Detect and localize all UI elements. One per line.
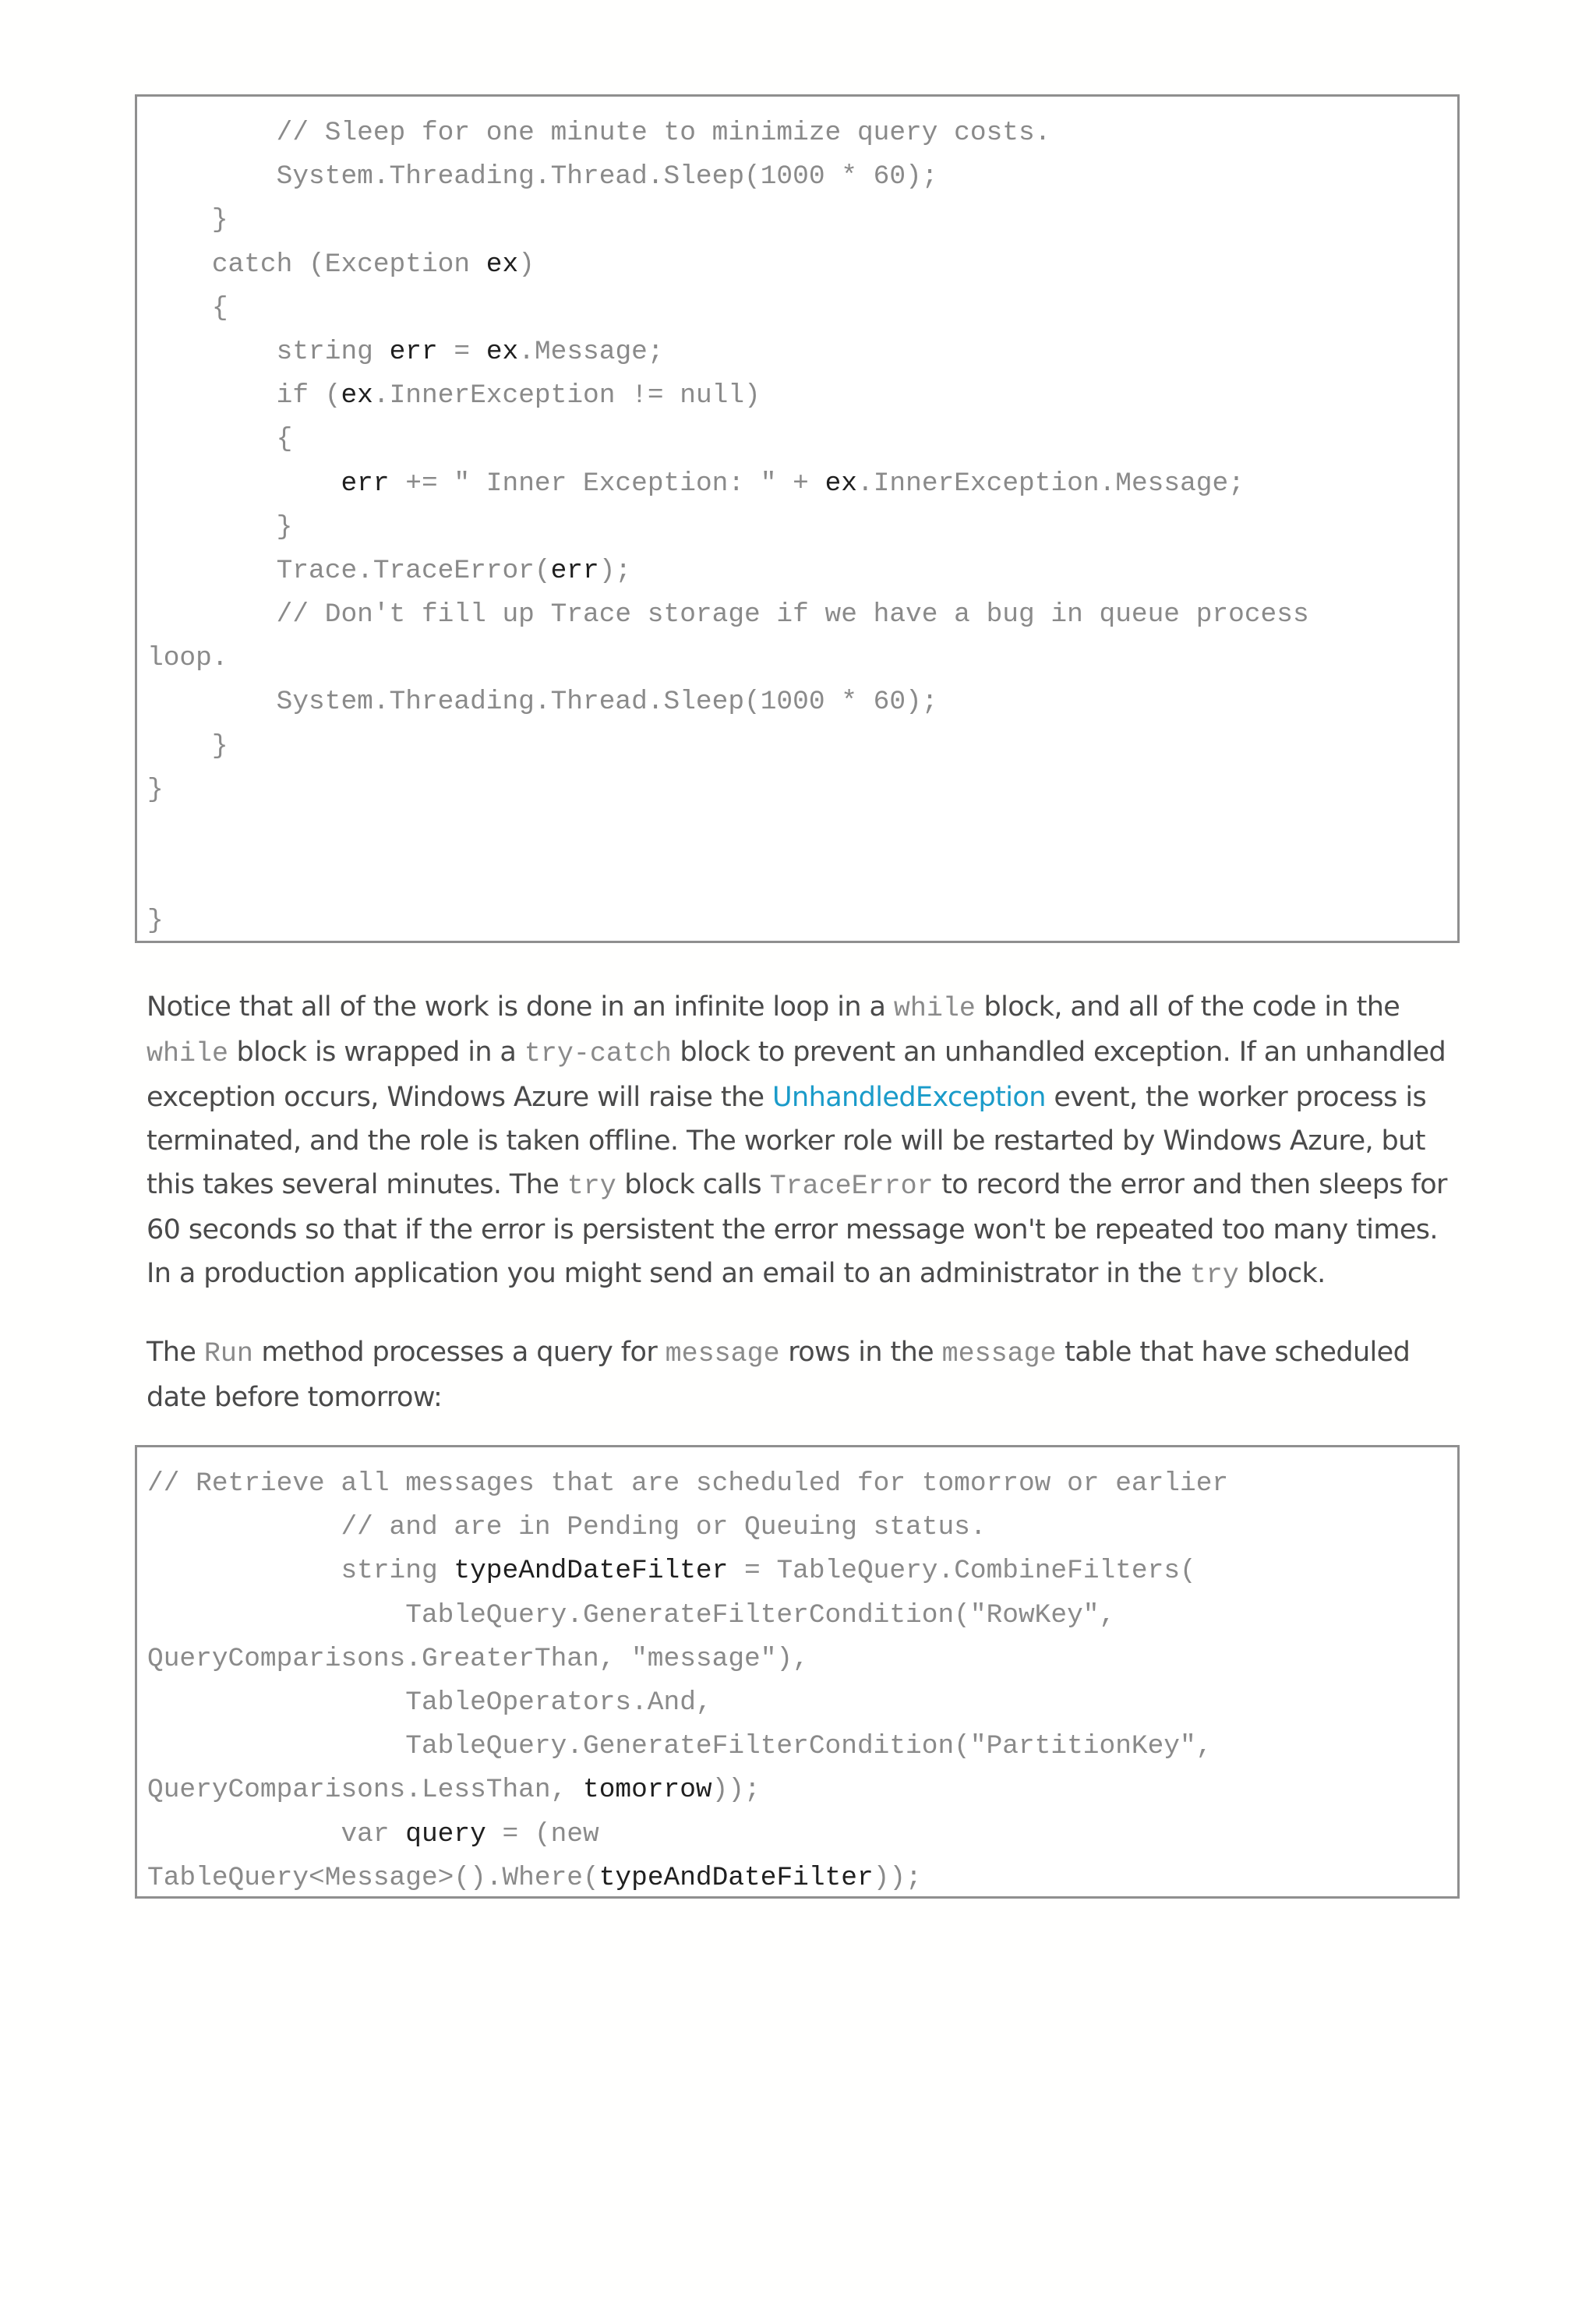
code-line [147, 1768, 1457, 1812]
code-line [147, 506, 1457, 549]
inline-code-while: while [147, 1038, 229, 1069]
code-line [147, 287, 1457, 330]
code-token: string [147, 336, 390, 367]
code-identifier: tomorrow [583, 1775, 712, 1806]
code-token: // and are in Pending or Queuing status. [147, 1512, 987, 1543]
code-token: .InnerException.Message; [857, 468, 1245, 499]
inline-code-message: message [941, 1338, 1057, 1369]
code-line [147, 1857, 1457, 1900]
code-line [147, 593, 1457, 637]
code-line [147, 899, 1457, 943]
text-segment: Notice that all of the work is done in an infinite loop in a [147, 991, 894, 1023]
code-line [147, 418, 1457, 461]
code-line [147, 243, 1457, 287]
code-token: Trace.TraceError( [147, 555, 551, 586]
text-segment: event, the worker process is terminated, and the role is taken offline. The worker role will be restarted by Windows Azure, but this takes several minutes. The [147, 1082, 1427, 1200]
code-token: ) [518, 249, 535, 280]
code-token: } [147, 511, 293, 542]
code-token: } [147, 906, 164, 937]
code-token: // Sleep for one minute to minimize query costs. [147, 118, 1051, 148]
code-token: QueryComparisons.LessThan, [147, 1775, 583, 1806]
paragraph-worker-loop-explanation [147, 985, 1464, 1297]
code-token: += " Inner Exception: " + [389, 468, 825, 499]
inline-code-try: try [1189, 1260, 1239, 1291]
code-token: TableQuery.GenerateFilterCondition("PartitionKey", [147, 1731, 1213, 1762]
code-token: } [147, 730, 228, 761]
inline-code-try-catch: try-catch [524, 1038, 672, 1069]
code-token: string [147, 1556, 454, 1587]
inline-code-message: message [665, 1338, 780, 1369]
code-token: { [147, 292, 228, 323]
code-line [147, 374, 1457, 418]
code-token: .Message; [518, 336, 664, 367]
code-token: // Retrieve all messages that are scheduled for tomorrow or earlier [147, 1468, 1229, 1499]
code-identifier: ex [341, 380, 373, 412]
code-block-table-query [135, 1445, 1460, 1899]
code-line [147, 330, 1457, 374]
code-line [147, 199, 1457, 242]
code-line [147, 768, 1457, 812]
code-line [147, 1506, 1457, 1549]
code-identifier: ex [486, 249, 519, 280]
text-segment: table that have scheduled date before tomorrow: [147, 1337, 1411, 1413]
code-token: } [147, 205, 228, 236]
code-line [147, 637, 1457, 680]
text-segment: The [147, 1337, 204, 1368]
code-line [147, 1638, 1457, 1681]
code-block-exception-handling [135, 94, 1460, 943]
code-line [147, 680, 1457, 724]
code-token: ); [598, 555, 632, 586]
code-line [147, 1549, 1457, 1593]
code-token: loop. [147, 643, 228, 674]
code-token: } [147, 774, 164, 805]
code-line [147, 549, 1457, 593]
code-identifier: err [341, 468, 390, 499]
paragraph-run-method-intro [147, 1330, 1464, 1419]
code-line [147, 1725, 1457, 1768]
code-identifier: query [405, 1818, 486, 1850]
text-segment: to record the error and then sleeps for 60 seconds so that if the error is persistent the error message won't be repeated too many times. In a production application you might send an email to an administrator in the [147, 1169, 1447, 1289]
text-segment: block is wrapped in a [228, 1037, 524, 1068]
code-identifier: ex [486, 336, 519, 367]
inline-code-run: Run [203, 1338, 253, 1369]
unhandled-exception-link[interactable]: UnhandledException [772, 1082, 1046, 1113]
code-token: // Don't fill up Trace storage if we have a bug in queue process [147, 599, 1309, 631]
text-segment: block, and all of the code in the [975, 991, 1400, 1023]
code-token: = [437, 336, 486, 367]
code-token: .InnerException != null) [373, 380, 761, 412]
code-token: )); [873, 1862, 922, 1893]
code-token: System.Threading.Thread.Sleep(1000 * 60); [147, 687, 938, 718]
code-token: if ( [147, 380, 341, 412]
code-token [147, 468, 341, 499]
code-token: catch (Exception [147, 249, 486, 280]
text-segment: rows in the [779, 1337, 942, 1368]
code-token: QueryComparisons.GreaterThan, "message"), [147, 1643, 809, 1674]
code-token: { [147, 424, 293, 455]
code-line [147, 1813, 1457, 1857]
inline-code-try: try [567, 1171, 616, 1202]
text-segment: block to prevent an unhandled exception. If an unhandled exception occurs, Windows Azure will raise the [147, 1037, 1446, 1113]
code-identifier: typeAndDateFilter [598, 1862, 874, 1893]
code-token: )); [711, 1775, 761, 1806]
code-line [147, 155, 1457, 199]
text-segment: method processes a query for [252, 1337, 666, 1368]
text-segment: block. [1238, 1258, 1326, 1289]
code-identifier: err [550, 555, 599, 586]
code-token: TableQuery<Message>().Where( [147, 1862, 599, 1893]
code-line [147, 812, 1457, 856]
code-line [147, 1462, 1457, 1506]
code-token: System.Threading.Thread.Sleep(1000 * 60); [147, 161, 938, 193]
code-token: = (new [486, 1818, 599, 1850]
text-segment: block calls [616, 1169, 770, 1200]
code-line [147, 856, 1457, 899]
code-identifier: ex [824, 468, 857, 499]
code-identifier: err [389, 336, 438, 367]
code-line [147, 111, 1457, 155]
code-token: TableOperators.And, [147, 1687, 712, 1718]
code-identifier: typeAndDateFilter [454, 1556, 729, 1587]
inline-code-traceerror: TraceError [769, 1171, 934, 1202]
code-token: = TableQuery.CombineFilters( [728, 1556, 1196, 1587]
code-line [147, 725, 1457, 768]
inline-code-while: while [893, 993, 976, 1024]
code-token: var [147, 1818, 406, 1850]
code-token: TableQuery.GenerateFilterCondition("RowKey", [147, 1599, 1116, 1630]
code-line [147, 1594, 1457, 1638]
code-line [147, 462, 1457, 506]
code-line [147, 1681, 1457, 1725]
